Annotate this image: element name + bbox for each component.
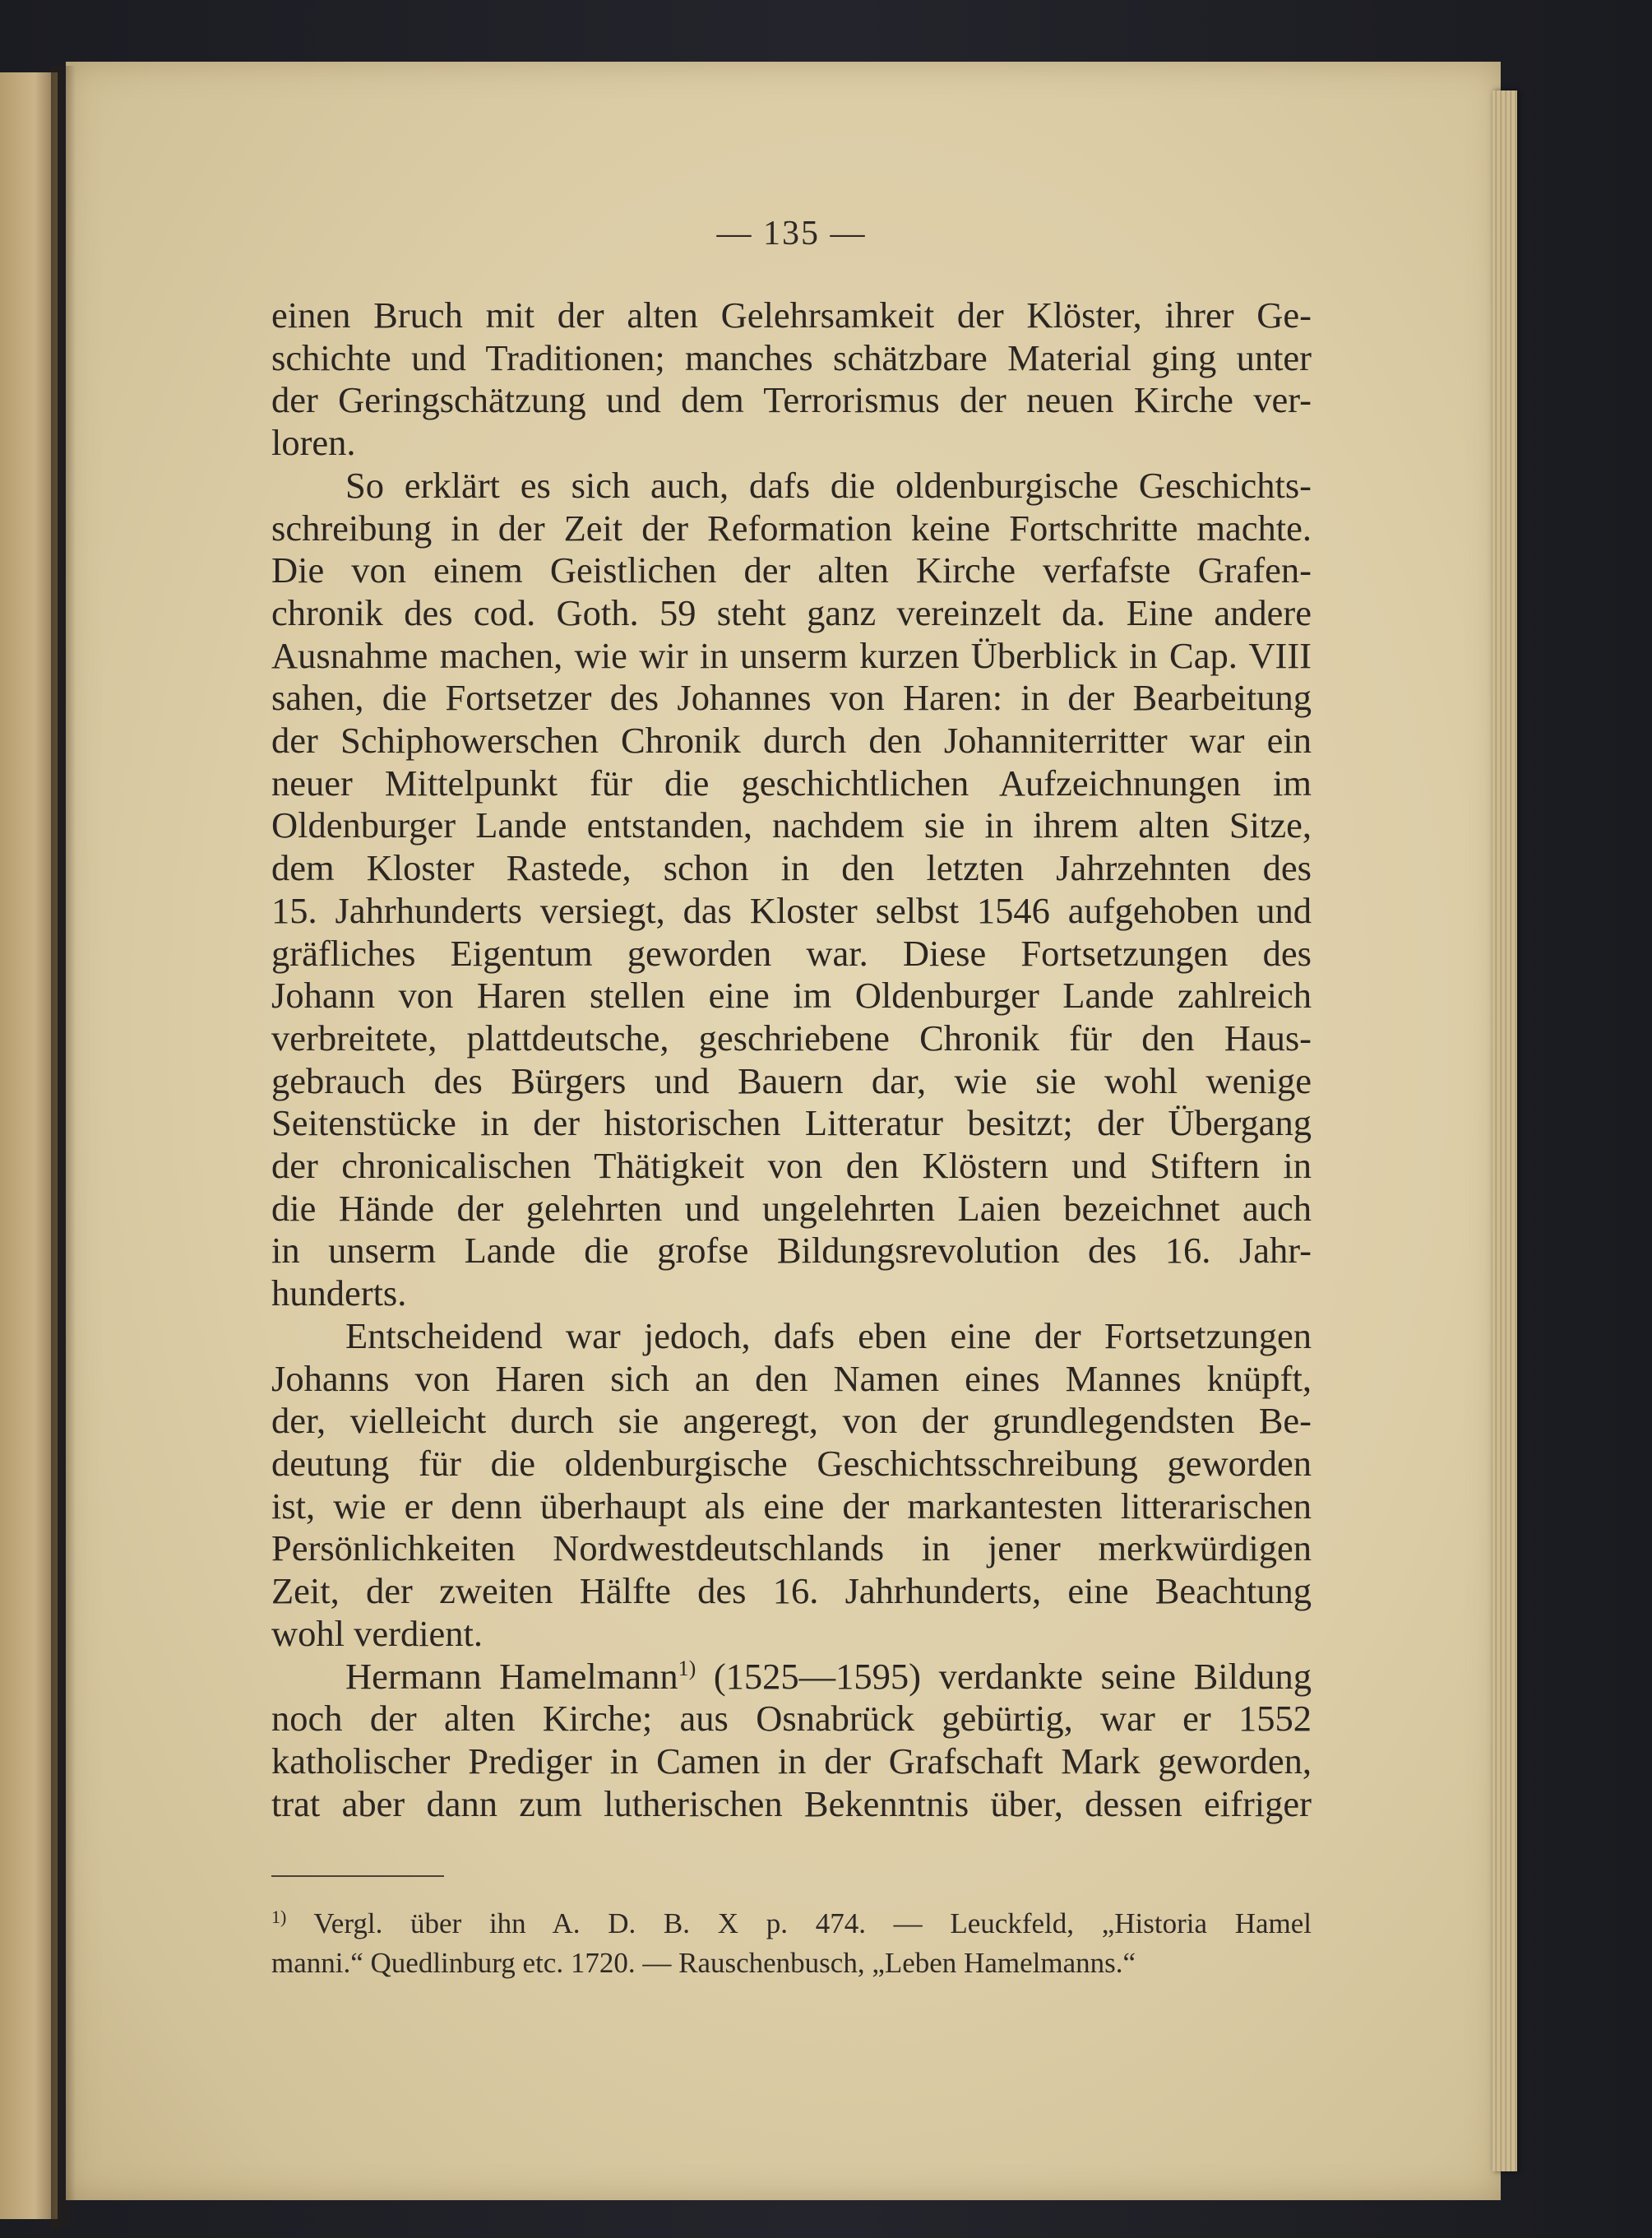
text-line: Persönlichkeiten Nordwestdeutschlands in jener merkwürdigen [271, 1527, 1312, 1569]
text-line: Die von einem Geistlichen der alten Kirche verfafste Grafen- [271, 549, 1312, 591]
text-line: Ausnahme machen, wie wir in unserm kurzen Überblick in Cap. VIII [271, 634, 1312, 676]
facing-page-edge [0, 72, 58, 2219]
text-line: der chronicalischen Thätigkeit von den Klöstern und Stiftern in [271, 1145, 1312, 1187]
footnote-mark: 1) [271, 1907, 287, 1927]
body-text [271, 294, 1312, 1825]
text-line: schreibung in der Zeit der Reformation keine Fortschritte machte. [271, 507, 1312, 549]
text-line: gebrauch des Bürgers und Bauern dar, wie sie wohl wenige [271, 1059, 1312, 1101]
text-line: trat aber dann zum lutherischen Bekenntnis über, dessen eifriger [271, 1782, 1312, 1824]
page-edges [1492, 90, 1517, 2171]
paragraph [271, 1656, 1312, 1826]
page-number: — 135 — [716, 215, 867, 253]
text-line: loren. [271, 422, 356, 464]
paragraph [271, 465, 1312, 1315]
text-line: neuer Mittelpunkt für die geschichtlichen Aufzeichnungen im [271, 762, 1312, 804]
text-line: So erklärt es sich auch, dafs die oldenburgische Geschichts- [345, 464, 1312, 506]
text-line: ist, wie er denn überhaupt als eine der markantesten litterarischen [271, 1485, 1312, 1527]
text-line: sahen, die Fortsetzer des Johannes von Haren: in der Bearbeitung [271, 677, 1312, 719]
text-line: gräfliches Eigentum geworden war. Diese Fortsetzungen des [271, 932, 1312, 974]
text-line: der Geringschätzung und dem Terrorismus der neuen Kirche ver- [271, 379, 1312, 421]
gutter-shadow [51, 66, 76, 2229]
paragraph [271, 294, 1312, 465]
text-line: 15. Jahrhunderts versiegt, das Kloster selbst 1546 aufgehoben und [271, 889, 1312, 931]
text-line: katholischer Prediger in Camen in der Grafschaft Mark geworden, [271, 1740, 1312, 1782]
text-segment: (1525—1595) verdankte seine Bildung [696, 1655, 1312, 1697]
footnote-separator [271, 1875, 444, 1877]
text-line: der Schiphowerschen Chronik durch den Johanniterritter war ein [271, 720, 1312, 762]
text-line: Oldenburger Lande entstanden, nachdem sie in ihrem alten Sitze, [271, 804, 1312, 846]
page-content [271, 214, 1312, 1825]
text-line: Johann von Haren stellen eine im Oldenburger Lande zahlreich [271, 975, 1312, 1017]
text-line: die Hände der gelehrten und ungelehrten Laien bezeichnet auch [271, 1187, 1312, 1229]
footnote-text: Vergl. über ihn A. D. B. X p. 474. — Leuckfeld, „Historia Hamel [286, 1907, 1312, 1939]
footnote-reference: 1) [678, 1656, 696, 1680]
text-line: in unserm Lande die grofse Bildungsrevolution des 16. Jahr- [271, 1230, 1312, 1272]
text-line: Johanns von Haren sich an den Namen eines Mannes knüpft, [271, 1357, 1312, 1399]
text-line: schichte und Traditionen; manches schätzbare Material ging unter [271, 336, 1312, 378]
footnote [271, 1904, 1312, 1983]
text-line [271, 1656, 1312, 1698]
footnote-line: manni.“ Quedlinburg etc. 1720. — Rauschenbusch, „Leben Hamelmanns.“ [271, 1947, 1136, 1979]
text-line: dem Kloster Rastede, schon in den letzten Jahrzehnten des [271, 847, 1312, 889]
text-line: wohl verdient. [271, 1612, 484, 1654]
text-line: Zeit, der zweiten Hälfte des 16. Jahrhunderts, eine Beachtung [271, 1570, 1312, 1612]
text-line: hunderts. [271, 1272, 407, 1314]
text-line: der, vielleicht durch sie angeregt, von der grundlegendsten Be- [271, 1400, 1312, 1442]
footnote-line [271, 1904, 1312, 1944]
text-line: Seitenstücke in der historischen Litteratur besitzt; der Übergang [271, 1102, 1312, 1144]
text-segment: Hermann Hamelmann [345, 1655, 678, 1697]
text-line: chronik des cod. Goth. 59 steht ganz vereinzelt da. Eine andere [271, 591, 1312, 633]
text-line: Entscheidend war jedoch, dafs eben eine der Fortsetzungen [345, 1314, 1312, 1356]
paragraph [271, 1315, 1312, 1656]
text-line: verbreitete, plattdeutsche, geschriebene Chronik für den Haus- [271, 1017, 1312, 1059]
text-line: noch der alten Kirche; aus Osnabrück gebürtig, war er 1552 [271, 1698, 1312, 1740]
text-line: deutung für die oldenburgische Geschichtsschreibung geworden [271, 1442, 1312, 1484]
text-line: einen Bruch mit der alten Gelehrsamkeit der Klöster, ihrer Ge- [271, 294, 1312, 336]
